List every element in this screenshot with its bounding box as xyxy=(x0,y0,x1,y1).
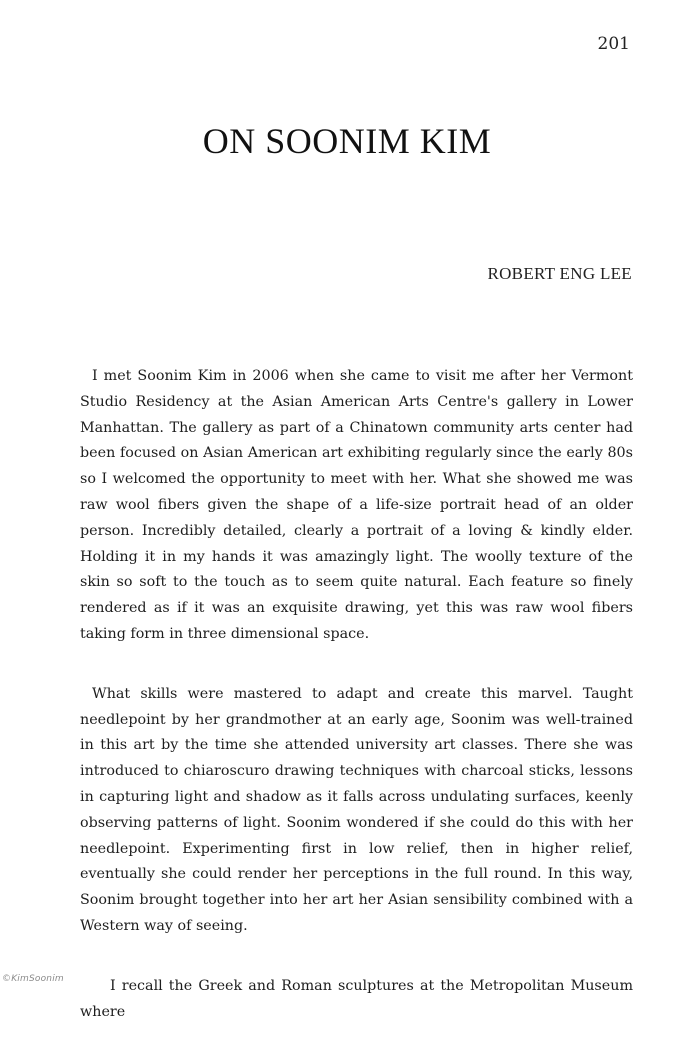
article-body xyxy=(80,364,633,1059)
author-name: ROBERT ENG LEE xyxy=(487,264,632,283)
copyright-watermark: ©KimSoonim xyxy=(2,974,64,984)
paragraph-3: I recall the Greek and Roman sculptures at the Metropolitan Museum where xyxy=(80,977,633,1020)
paragraph-1: I met Soonim Kim in 2006 when she came to visit me after her Vermont Studio Residency at the Asian American Arts Centre's gallery in Lower Manhattan. The gallery as part of a Chinatown community arts center had been focused on Asian American art exhibiting regularly since the early 80s so I welcomed the opportunity to meet with her. What she showed me was raw wool fibers given the shape of a life-size portrait head of an older person. Incredibly detailed, clearly a portrait of a loving & kindly elder. Holding it in my hands it was amazingly light. The woolly texture of the skin so soft to the touch as to seem quite natural. Each feature so finely rendered as if it was an exquisite drawing, yet this was raw wool fibers taking form in three dimensional space. xyxy=(80,368,633,642)
page-number: 201 xyxy=(597,34,630,54)
page-title: ON SOONIM KIM xyxy=(202,121,492,161)
paragraph-2: What skills were mastered to adapt and create this marvel. Taught needlepoint by her grandmother at an early age, Soonim was well-trained in this art by the time she attended university art classes. There she was introduced to chiaroscuro drawing techniques with charcoal sticks, lessons in capturing light and shadow as it falls across undulating surfaces, keenly observing patterns of light. Soonim wondered if she could do this with her needlepoint. Experimenting first in low relief, then in higher relief, eventually she could render her perceptions in the full round. In this way, Soonim brought together into her art her Asian sensibility combined with a Western way of seeing. xyxy=(80,685,633,934)
